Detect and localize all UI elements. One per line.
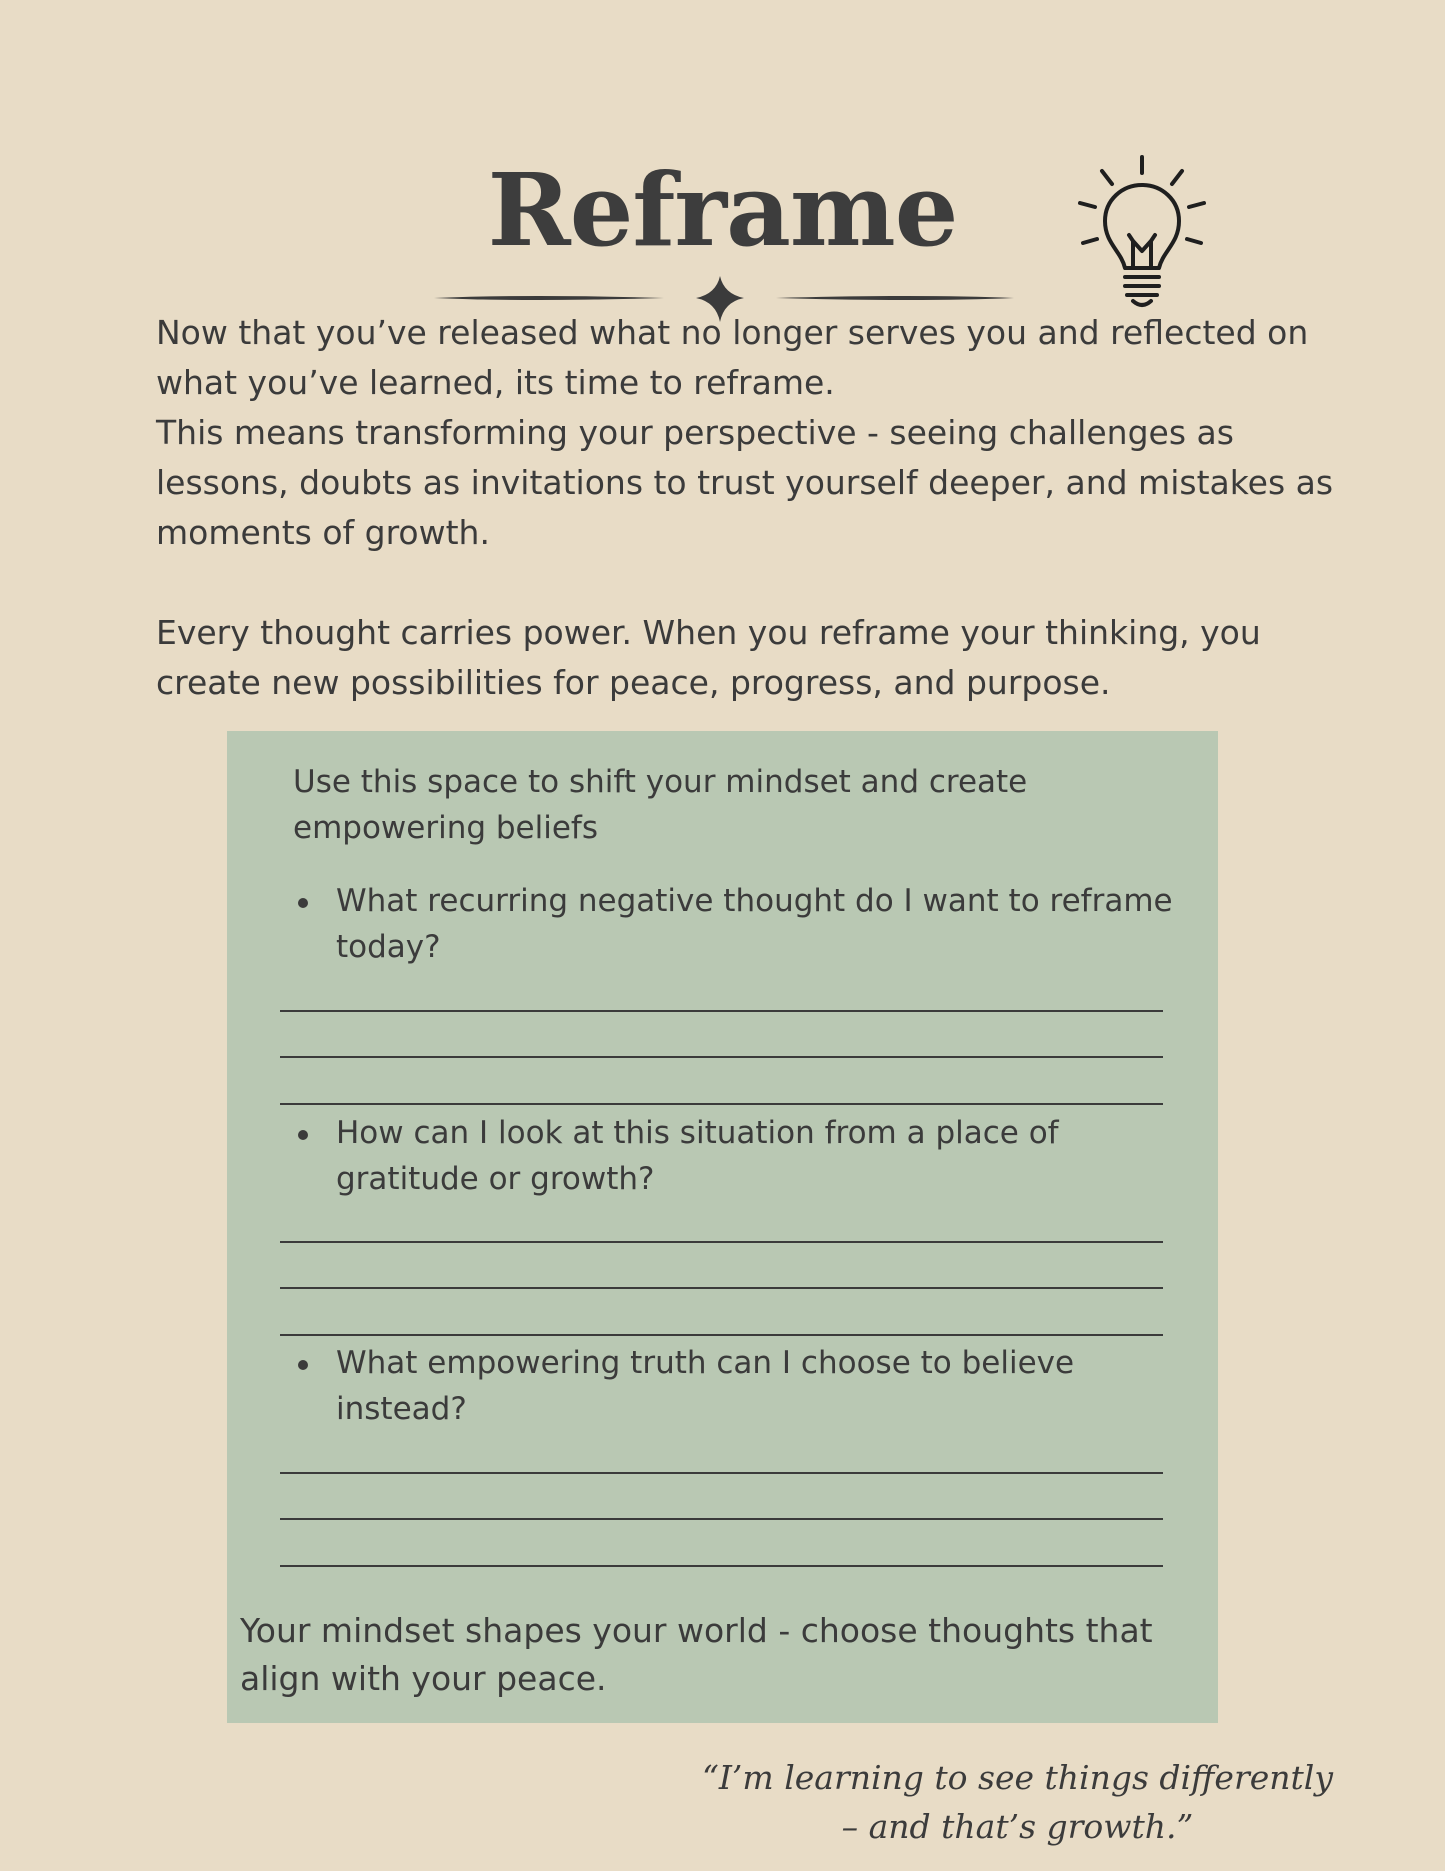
- answer-line[interactable]: [280, 1565, 1163, 1567]
- page-title: Reframe: [487, 151, 958, 269]
- answer-line[interactable]: [280, 1518, 1163, 1520]
- bullet-icon: [298, 898, 308, 908]
- question-item: [336, 1340, 1186, 1432]
- intro-paragraph: Every thought carries power. When you reframe your thinking, you create new possibilities for peace, progress, and purpose.: [156, 613, 1261, 702]
- answer-line[interactable]: [280, 1287, 1163, 1289]
- answer-line[interactable]: [280, 1472, 1163, 1474]
- panel-closing: Your mindset shapes your world - choose thoughts that align with your peace.: [240, 1611, 1153, 1698]
- question-text: What empowering truth can I choose to believe instead?: [336, 1345, 1075, 1427]
- answer-line[interactable]: [280, 1334, 1163, 1336]
- question-text: How can I look at this situation from a place of gratitude or growth?: [336, 1115, 1059, 1197]
- closing-quote: “I’m learning to see things differently – and that’s growth.”: [702, 1758, 1333, 1846]
- reflection-panel: [227, 731, 1218, 1723]
- answer-line[interactable]: [280, 1056, 1163, 1058]
- question-text: What recurring negative thought do I want to reframe today?: [336, 883, 1173, 965]
- answer-line[interactable]: [280, 1241, 1163, 1243]
- question-item: [336, 1110, 1186, 1202]
- answer-line[interactable]: [280, 1010, 1163, 1012]
- intro-paragraph: Now that you’ve released what no longer serves you and reflected on what you’ve learned, its time to reframe.: [156, 313, 1309, 402]
- intro-text: [156, 308, 1336, 708]
- intro-paragraph: This means transforming your perspective - seeing challenges as lessons, doubts as invitations to trust yourself deeper, and mistakes as moments of growth.: [156, 413, 1334, 552]
- panel-intro: Use this space to shift your mindset and create empowering beliefs: [293, 764, 1028, 846]
- answer-line[interactable]: [280, 1103, 1163, 1105]
- question-item: [336, 878, 1186, 970]
- bullet-icon: [298, 1360, 308, 1370]
- bullet-icon: [298, 1130, 308, 1140]
- lightbulb-icon: [1075, 155, 1210, 315]
